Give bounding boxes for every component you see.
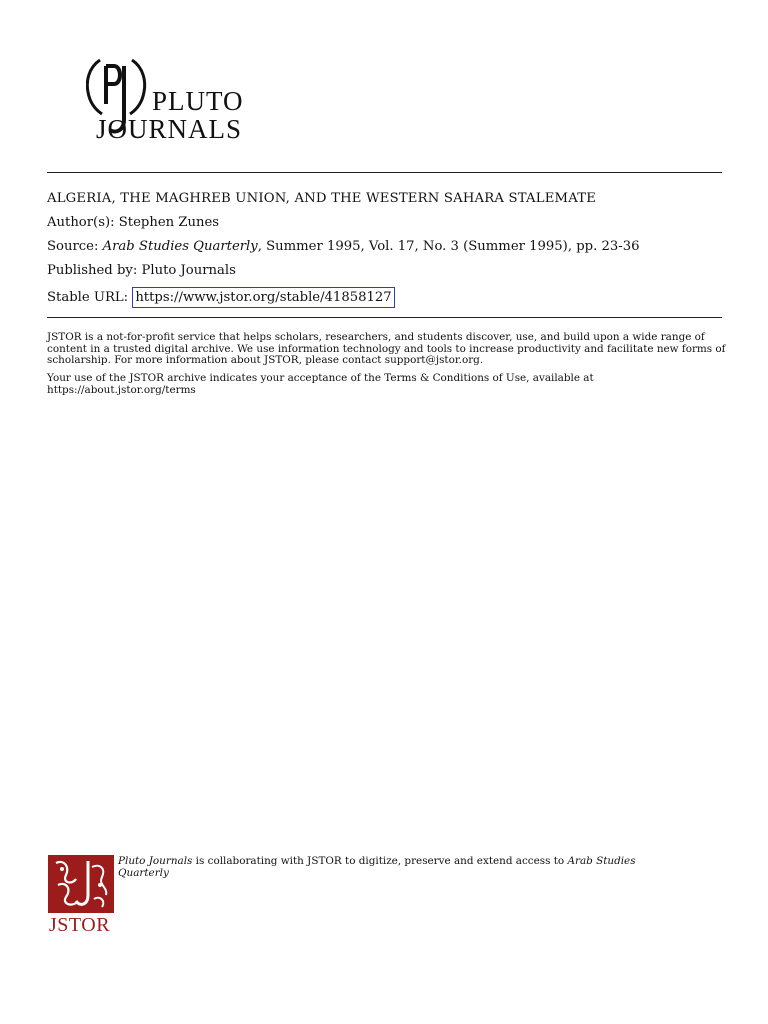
stable-url-link[interactable]: https://www.jstor.org/stable/41858127 — [132, 287, 394, 308]
publisher-line — [47, 263, 236, 278]
middle-rule — [47, 317, 722, 318]
collab-text: is collaborating with JSTOR to digitize, preserve and extend access to — [192, 855, 568, 867]
collab-publisher: Pluto Journals — [118, 855, 193, 867]
logo-word-pluto: PLUTO — [152, 86, 244, 116]
source-details: , Summer 1995, Vol. 17, No. 3 (Summer 1995), pp. 23-36 — [257, 239, 640, 254]
top-rule — [47, 172, 722, 173]
author-line — [47, 215, 219, 230]
journal-name: Arab Studies Quarterly — [102, 239, 258, 254]
jstor-emblem-icon — [48, 855, 114, 913]
stable-url-label: Stable URL: — [47, 290, 129, 305]
author-label: Author(s): — [47, 215, 115, 230]
publisher-label: Published by: — [47, 263, 138, 278]
author-name: Stephen Zunes — [118, 215, 220, 230]
collaboration-notice — [118, 855, 678, 879]
collab-journal: Arab Studies Quarterly — [118, 855, 636, 879]
logo-word-journals: JOURNALS — [96, 114, 243, 144]
jstor-wordmark: JSTOR — [49, 914, 111, 936]
source-line — [47, 239, 640, 254]
source-label: Source: — [47, 239, 99, 254]
article-title: ALGERIA, THE MAGHREB UNION, AND THE WESTERN SAHARA STALEMATE — [47, 191, 597, 206]
jstor-notice-paragraph: JSTOR is a not-for-profit service that helps scholars, researchers, and students discover, use, and build upon a wide range of content in a trusted digital archive. We use information technology and tools to increase productivity and facilitate new forms of scholarship. For more information about JSTOR, please contact support@jstor.org. — [47, 331, 726, 367]
terms-notice-paragraph: Your use of the JSTOR archive indicates your acceptance of the Terms & Conditions of Use, available at https://about.jstor.org/terms — [47, 372, 594, 396]
publisher-name: Pluto Journals — [141, 263, 236, 278]
stable-url-line — [47, 287, 395, 308]
